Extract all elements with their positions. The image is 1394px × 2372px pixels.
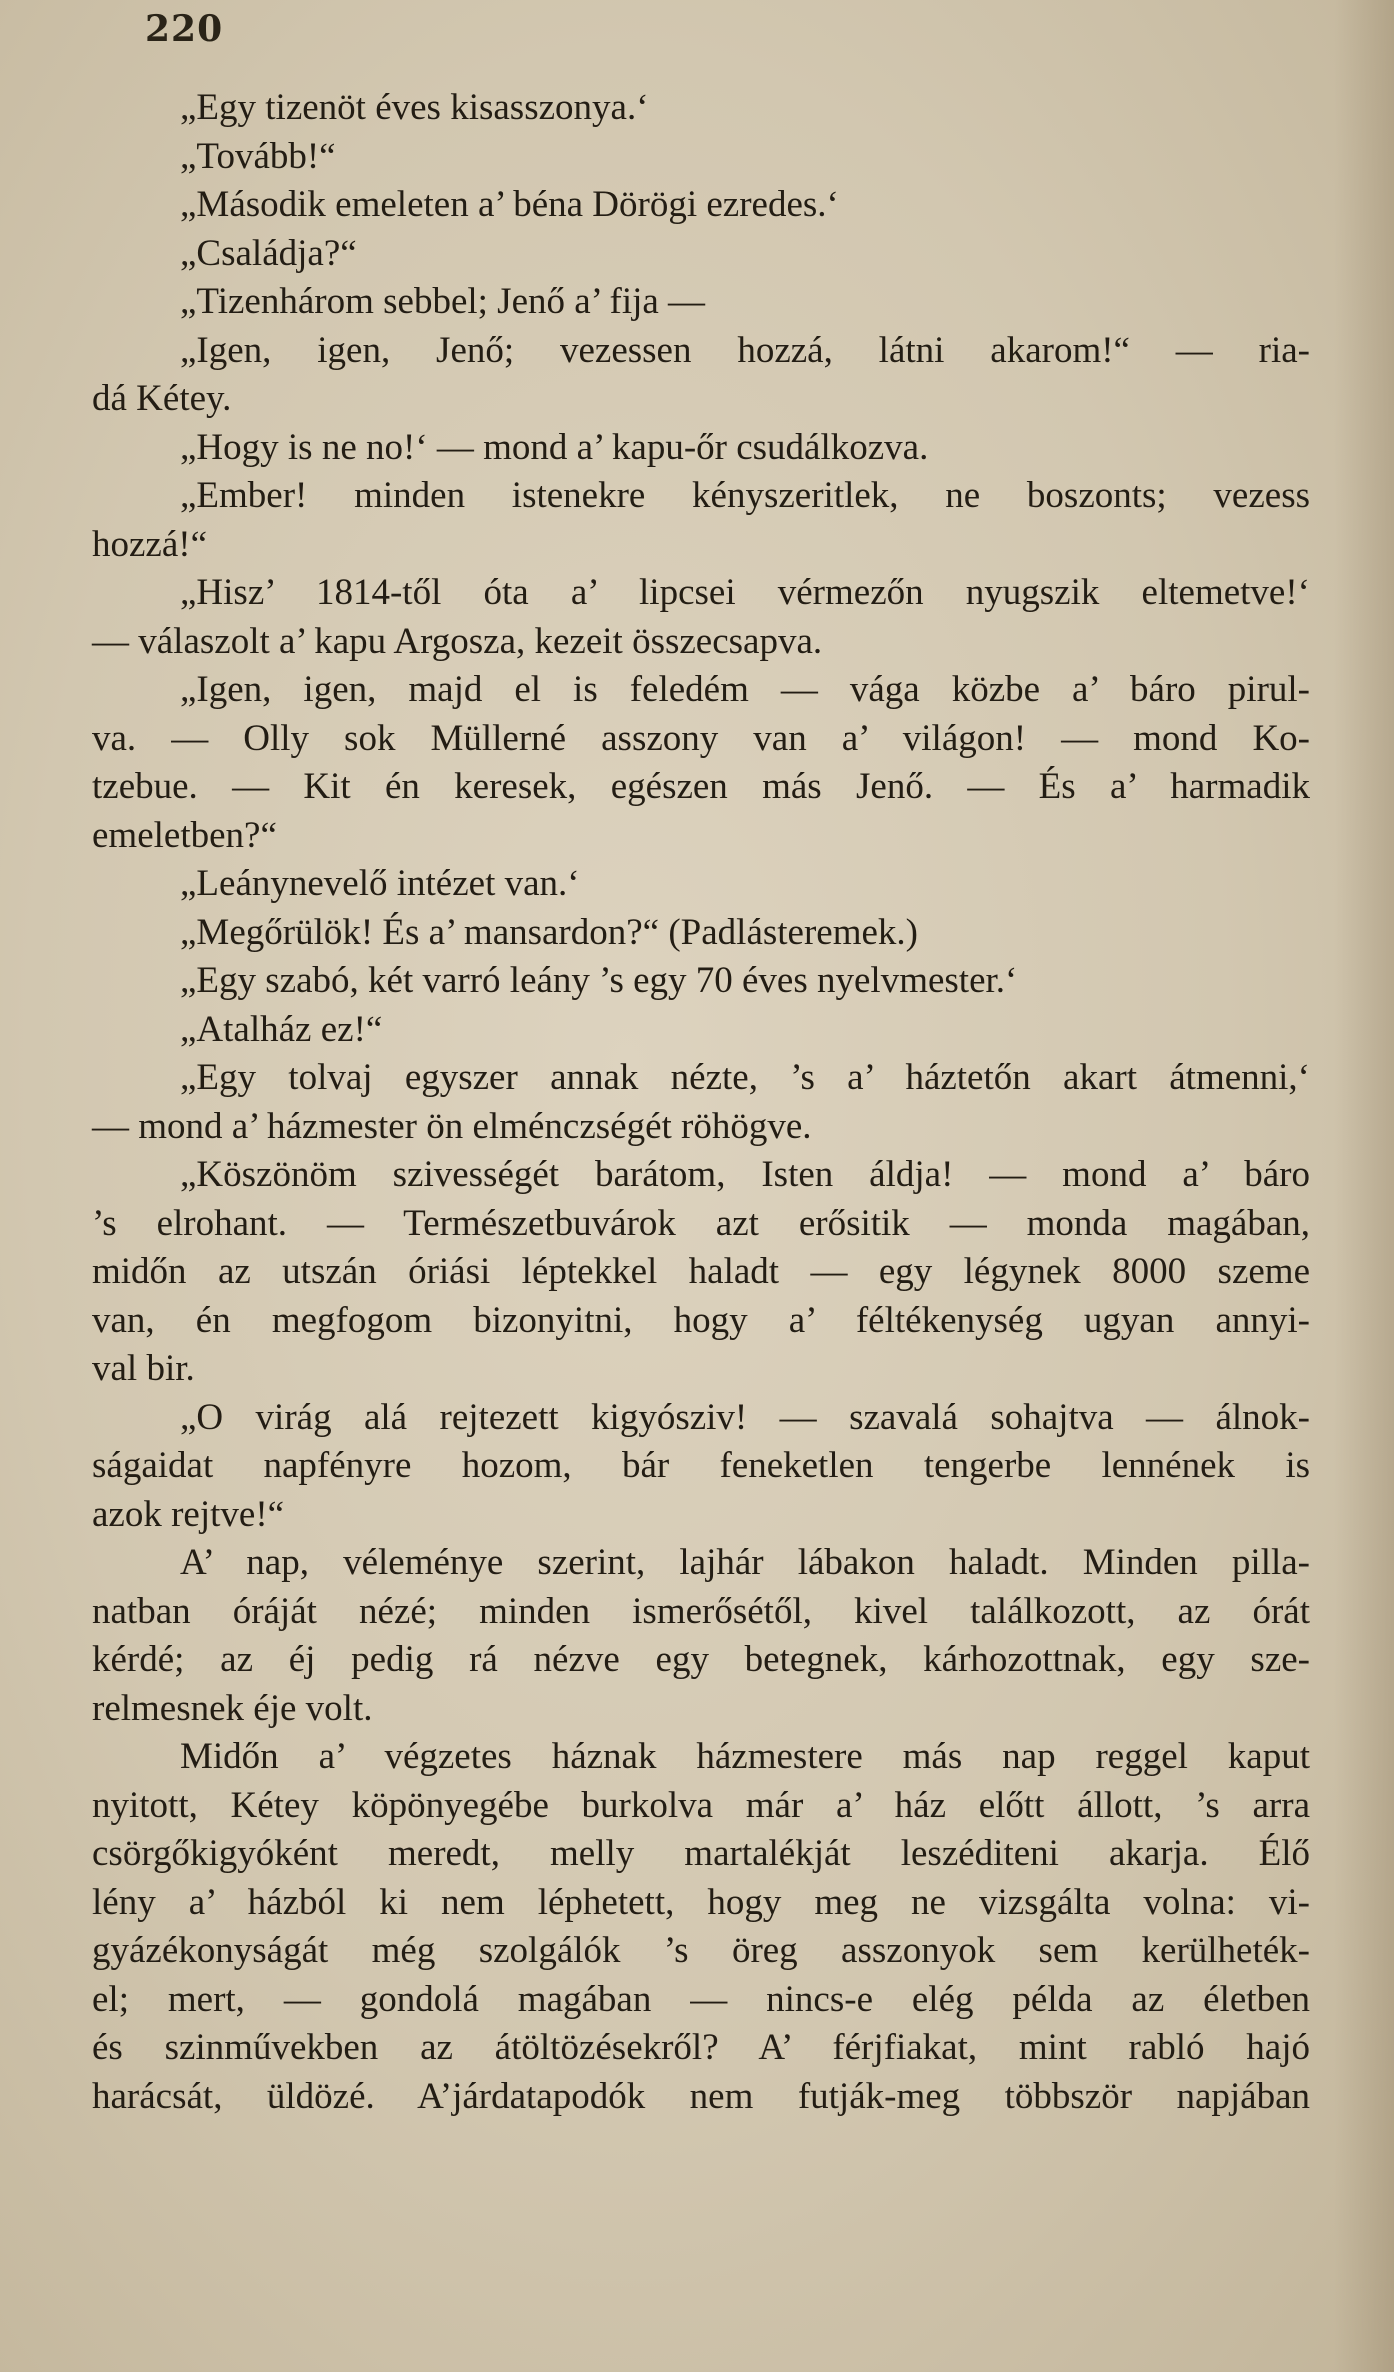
- text-line: „Köszönöm szivességét barátom, Isten áldja! — mond a’ báro: [180, 1154, 1310, 1195]
- text-line: ságaidat napfényre hozom, bár feneketlen tengerbe lennének is: [92, 1445, 1310, 1486]
- text-line: Midőn a’ végzetes háznak házmestere más nap reggel kaput: [180, 1736, 1310, 1777]
- text-line: „Második emeleten a’ béna Dörögi ezredes.‘: [180, 184, 839, 225]
- page-number: 220: [145, 8, 224, 50]
- text-line: gyázékonyságát még szolgálók ’s öreg asszonyok sem kerülheték-: [92, 1930, 1310, 1971]
- text-line: tzebue. — Kit én keresek, egészen más Jenő. — És a’ harmadik: [92, 766, 1310, 807]
- text-line: lény a’ házból ki nem léphetett, hogy meg ne vizsgálta volna: vi-: [92, 1881, 1310, 1923]
- text-line: „Leánynevelő intézet van.‘: [180, 863, 580, 904]
- text-line: relmesnek éje volt.: [92, 1687, 373, 1729]
- text-line: emeletben?“: [92, 814, 277, 856]
- text-line: va. — Olly sok Müllerné asszony van a’ világon! — mond Ko-: [92, 717, 1310, 759]
- text-line: hozzá!“: [92, 523, 208, 565]
- text-line: „Egy tizenöt éves kisasszonya.‘: [180, 87, 649, 128]
- text-line: harácsát, üldözé. A’járdatapodók nem futják-meg többször napjában: [92, 2075, 1310, 2117]
- text-line: „Hogy is ne no!‘ — mond a’ kapu-őr csudálkozva.: [180, 426, 929, 468]
- text-line: „Tovább!“: [180, 135, 336, 177]
- page-edge-shadow: [1334, 0, 1394, 2372]
- text-line: és szinművekben az átöltözésekről? A’ férjfiakat, mint rabló hajó: [92, 2027, 1310, 2068]
- text-line: kérdé; az éj pedig rá nézve egy betegnek, kárhozottnak, egy sze-: [92, 1639, 1310, 1680]
- text-line: — mond a’ házmester ön elménczségét röhögve.: [92, 1105, 812, 1147]
- text-line: „Megőrülök! És a’ mansardon?“ (Padlásteremek.): [180, 911, 918, 953]
- text-line: val bir.: [92, 1348, 195, 1389]
- text-line: „Atalház ez!“: [180, 1008, 383, 1050]
- text-line: ’s elrohant. — Természetbuvárok azt erősitik — monda magában,: [92, 1202, 1310, 1244]
- text-line: „Ember! minden istenekre kényszeritlek, ne boszonts; vezess: [180, 475, 1310, 516]
- text-line: „Egy tolvaj egyszer annak nézte, ’s a’ háztetőn akart átmenni,‘: [180, 1057, 1310, 1098]
- text-line: „Családja?“: [180, 232, 357, 274]
- text-line: van, én megfogom bizonyitni, hogy a’ féltékenység ugyan annyi-: [92, 1299, 1310, 1341]
- text-line: — válaszolt a’ kapu Argosza, kezeit összecsapva.: [92, 620, 823, 662]
- text-line: csörgőkigyóként meredt, melly martalékját leszéditeni akarja. Élő: [92, 1833, 1310, 1874]
- text-line: A’ nap, véleménye szerint, lajhár lábakon haladt. Minden pilla-: [180, 1542, 1310, 1583]
- text-line: midőn az utszán óriási léptekkel haladt — egy légynek 8000 szeme: [92, 1251, 1310, 1292]
- text-line: „Egy szabó, két varró leány ’s egy 70 éves nyelvmester.‘: [180, 960, 1018, 1001]
- text-line: natban óráját nézé; minden ismerősétől, kivel találkozott, az órát: [92, 1590, 1310, 1632]
- text-line: „Tizenhárom sebbel; Jenő a’ fija —: [180, 281, 706, 322]
- body-text: [92, 84, 1310, 2121]
- text-line: „Hisz’ 1814-től óta a’ lipcsei vérmezőn nyugszik eltemetve!‘: [180, 572, 1310, 613]
- text-line: „Igen, igen, majd el is feledém — vága közbe a’ báro pirul-: [180, 669, 1310, 710]
- text-line: dá Kétey.: [92, 378, 232, 419]
- text-line: azok rejtve!“: [92, 1493, 285, 1535]
- text-line: nyitott, Kétey köpönyegébe burkolva már a’ ház előtt állott, ’s arra: [92, 1784, 1310, 1826]
- text-line: „O virág alá rejtezett kigyósziv! — szavalá sohajtva — álnok-: [180, 1396, 1310, 1438]
- text-line: el; mert, — gondolá magában — nincs-e elég példa az életben: [92, 1978, 1310, 2020]
- text-line: „Igen, igen, Jenő; vezessen hozzá, látni akarom!“ — ria-: [180, 329, 1310, 371]
